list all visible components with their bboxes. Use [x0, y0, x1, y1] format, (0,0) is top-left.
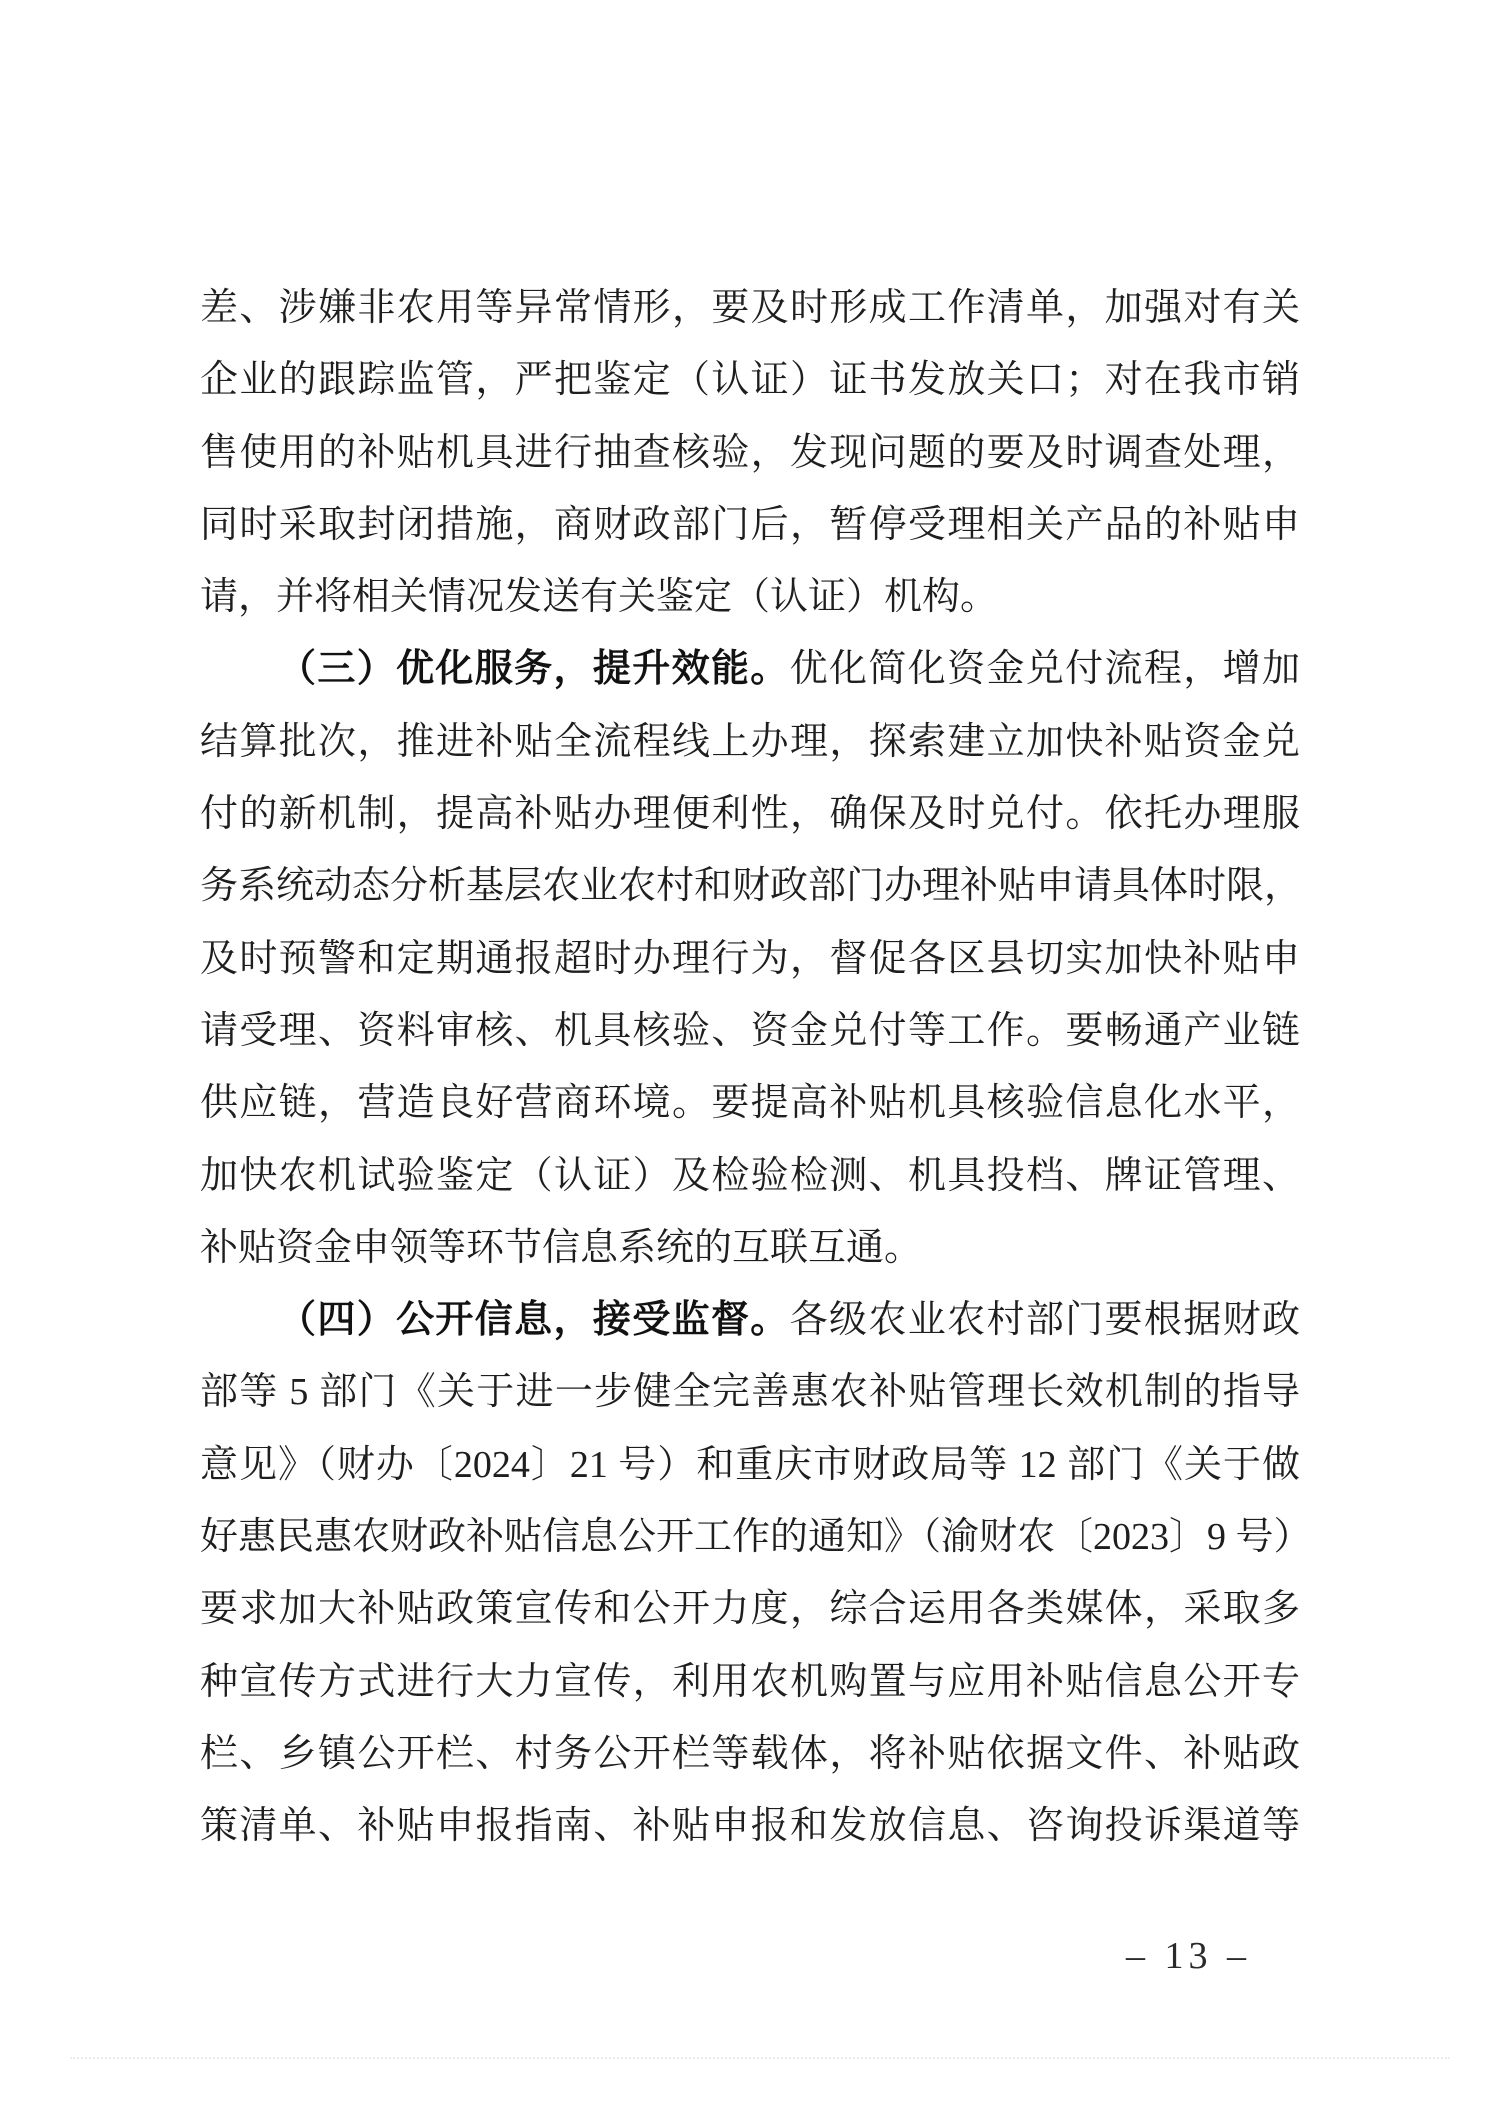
body-text: 供应链，营造良好营商环境。要提高补贴机具核验信息化水平，: [200, 1082, 1300, 1125]
body-text: 种宣传方式进行大力宣传，利用农机购置与应用补贴信息公开专: [200, 1660, 1300, 1703]
text-line: [200, 272, 1300, 344]
text-line: [200, 1718, 1300, 1790]
text-line: [200, 1212, 1300, 1284]
body-text: 加快农机试验鉴定（认证）及检验检测、机具投档、牌证管理、: [200, 1154, 1300, 1197]
text-line: [200, 1573, 1300, 1645]
body-text: 企业的跟踪监管，严把鉴定（认证）证书发放关口；对在我市销: [200, 359, 1300, 402]
body-text: 优化简化资金兑付流程，增加: [789, 648, 1300, 691]
text-line-section-3: [200, 633, 1300, 705]
body-text: 好惠民惠农财政补贴信息公开工作的通知》（渝财农〔2023〕9 号）: [200, 1516, 1312, 1559]
text-line: [200, 1356, 1300, 1428]
text-line: [200, 1067, 1300, 1139]
body-text: 补贴资金申领等环节信息系统的互联互通。: [200, 1226, 923, 1269]
body-text: 结算批次，推进补贴全流程线上办理，探索建立加快补贴资金兑: [200, 720, 1300, 763]
text-line: [200, 417, 1300, 489]
body-text: 务系统动态分析基层农业农村和财政部门办理补贴申请具体时限，: [200, 865, 1303, 908]
text-line: [200, 706, 1300, 778]
body-text: 要求加大补贴政策宣传和公开力度，综合运用各类媒体，采取多: [200, 1588, 1300, 1631]
body-text: 策清单、补贴申报指南、补贴申报和发放信息、咨询投诉渠道等: [200, 1805, 1300, 1848]
text-line: [200, 850, 1303, 922]
page-number: – 13 –: [1126, 1935, 1251, 1977]
text-line: [200, 1790, 1300, 1862]
text-line: [200, 1140, 1300, 1212]
body-text: 请受理、资料审核、机具核验、资金兑付等工作。要畅通产业链: [200, 1009, 1300, 1052]
body-text: 差、涉嫌非农用等异常情形，要及时形成工作清单，加强对有关: [200, 287, 1300, 329]
text-line-section-4: [200, 1284, 1300, 1356]
text-line: [200, 778, 1300, 850]
body-text: 售使用的补贴机具进行抽查核验，发现问题的要及时调查处理，: [200, 431, 1300, 474]
body-text: 各级农业农村部门要根据财政: [789, 1299, 1300, 1342]
body-text: 同时采取封闭措施，商财政部门后，暂停受理相关产品的补贴申: [200, 503, 1300, 546]
text-line: [200, 489, 1300, 561]
text-line: [200, 923, 1300, 995]
text-line: [200, 995, 1300, 1067]
text-line: [200, 1501, 1312, 1573]
body-text: 付的新机制，提高补贴办理便利性，确保及时兑付。依托办理服: [200, 793, 1300, 836]
scan-artifact-line: [70, 2057, 1450, 2059]
body-text: 栏、乡镇公开栏、村务公开栏等载体，将补贴依据文件、补贴政: [200, 1732, 1300, 1775]
body-text: 意见》（财办〔2024〕21 号）和重庆市财政局等 12 部门《关于做: [200, 1443, 1300, 1486]
body-text: 部等 5 部门《关于进一步健全完善惠农补贴管理长效机制的指导: [200, 1371, 1300, 1414]
section-heading: （三）优化服务，提升效能。: [278, 648, 790, 691]
text-line: [200, 1429, 1300, 1501]
body-text: 请，并将相关情况发送有关鉴定（认证）机构。: [200, 576, 999, 619]
text-line: [200, 1646, 1300, 1718]
document-text-block: [200, 272, 1312, 1863]
text-line: [200, 561, 1300, 633]
body-text: 及时预警和定期通报超时办理行为，督促各区县切实加快补贴申: [200, 937, 1300, 980]
text-line: [200, 344, 1300, 416]
section-heading: （四）公开信息，接受监督。: [278, 1299, 790, 1342]
